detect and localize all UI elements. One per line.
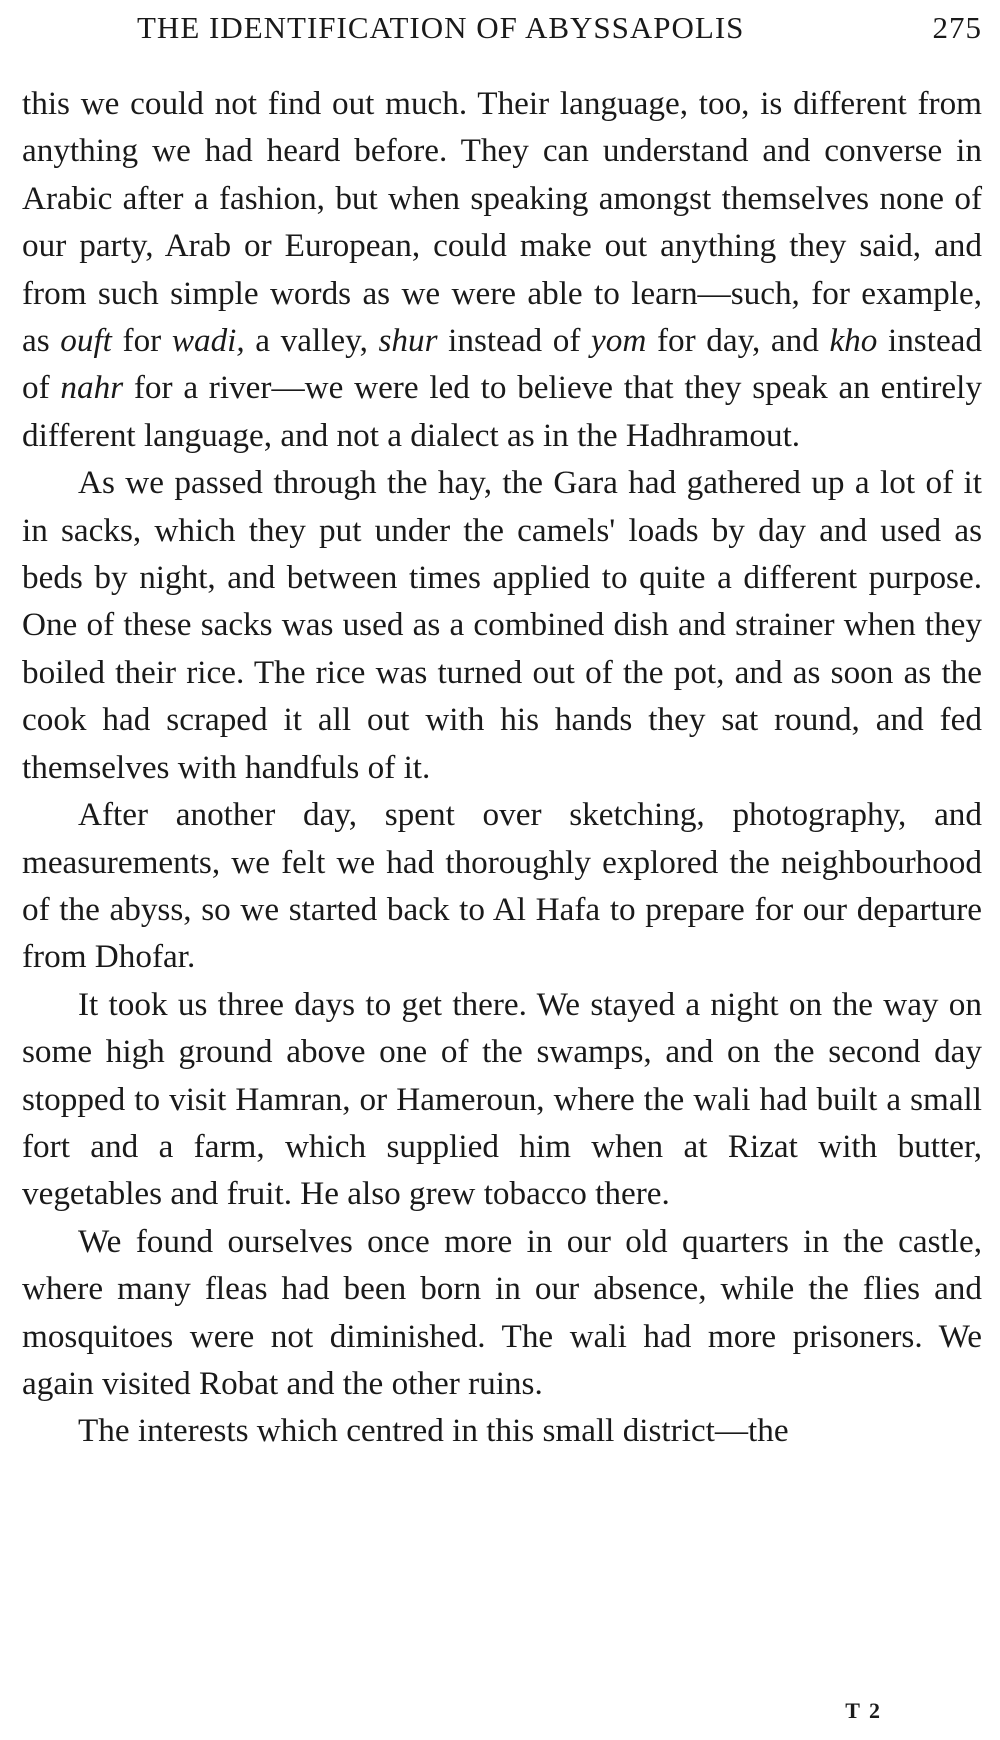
word-yom: yom xyxy=(591,322,647,360)
paragraph-3: After another day, spent over sketching, photography, and measurements, we felt we had thoroughly explored the neighbourhood of the abyss, so we started back to Al Hafa to prepare for our departure from Dhofar. xyxy=(22,796,982,976)
paragraph-1-text-d: instead of xyxy=(437,322,592,360)
paragraph-1-text-f: instead of xyxy=(22,322,982,407)
paragraph-2: As we passed through the hay, the Gara had gathered up a lot of it in sacks, which they put under the camels' loads by day and used as beds by night, and between times applied to quite a different purpose. One of these sacks was used as a combined dish and strainer when they boiled their rice. The rice was turned out of the pot, and as soon as the cook had scraped it all out with his hands they sat round, and fed themselves with handfuls of it. xyxy=(22,464,982,786)
running-head xyxy=(22,8,982,48)
word-shur: shur xyxy=(378,322,438,360)
running-title: THE IDENTIFICATION OF ABYSSAPOLIS xyxy=(137,10,745,45)
paragraph-1 xyxy=(22,80,982,459)
word-nahr: nahr xyxy=(60,369,124,407)
word-ouft: ouft xyxy=(60,322,112,360)
word-wadi: wadi, xyxy=(171,322,245,360)
paragraph-1-text-e: for day, and xyxy=(646,322,830,360)
paragraph-6: The interests which centred in this small district—the xyxy=(78,1412,789,1450)
paragraph-5: We found ourselves once more in our old quarters in the castle, where many fleas had been born in our absence, while the flies and mosquitoes were not diminished. The wali had more prisoners. We again visited Robat and the other ruins. xyxy=(22,1222,982,1402)
document-page xyxy=(22,0,982,1740)
paragraph-1-text-a: this we could not find out much. Their language, too, is different from anything we had heard before. They can understand and converse in Arabic after a fashion, but when speaking amongst themselves none of our party, Arab or European, could make out anything they said, and from such simple words as we were able to learn—such, for example, as xyxy=(22,85,982,360)
word-kho: kho xyxy=(829,322,878,360)
body-text xyxy=(22,80,982,1455)
paragraph-1-text-g: for a river—we were led to believe that they speak an entirely different language, and not a dialect as in the Hadhramout. xyxy=(22,369,982,454)
signature-mark: T 2 xyxy=(845,1698,882,1723)
page-number: 275 xyxy=(932,10,982,45)
paragraph-4: It took us three days to get there. We stayed a night on the way on some high ground above one of the swamps, and on the second day stopped to visit Hamran, or Hameroun, where the wali had built a small fort and a farm, which supplied him when at Rizat with butter, vegetables and fruit. He also grew tobacco there. xyxy=(22,985,982,1213)
paragraph-1-text-b: for xyxy=(111,322,172,360)
paragraph-1-text-c: a valley, xyxy=(244,322,379,360)
